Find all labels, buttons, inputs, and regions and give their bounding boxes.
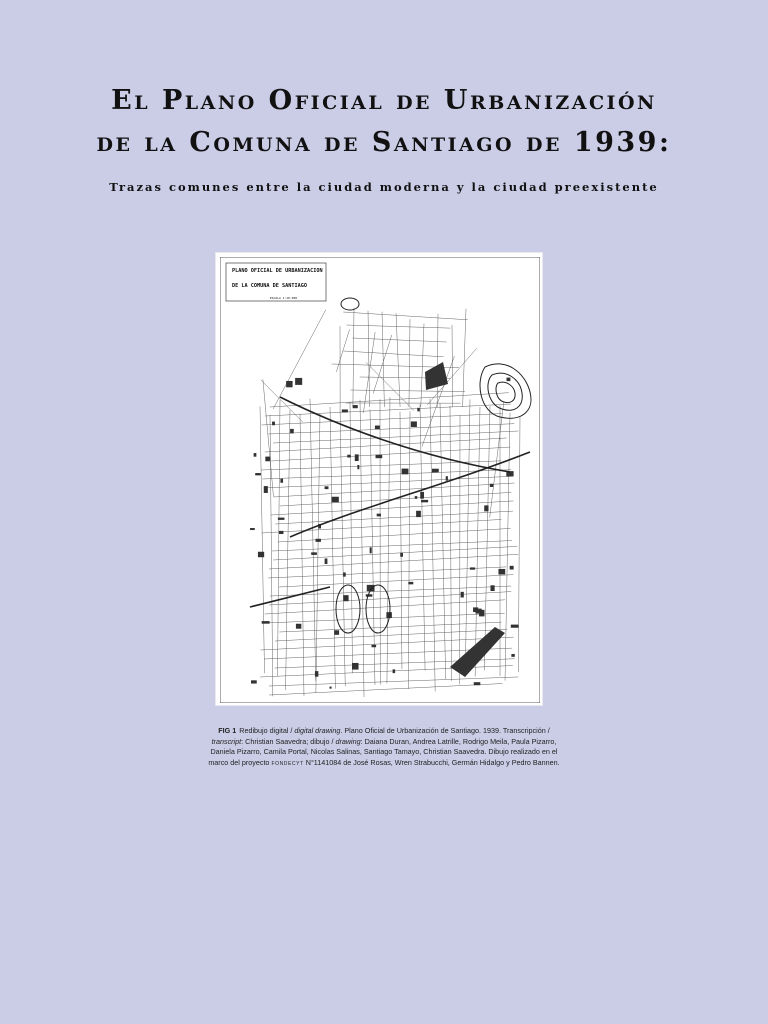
caption-text-italic: digital drawing (294, 726, 341, 735)
caption-text: . Plano Oficial de Urbanización de Santiago. 1939. Transcripción / (340, 726, 550, 735)
caption-text-italic: transcript (211, 736, 242, 746)
title-line-2: de la Comuna de Santiago de 1939: (96, 127, 672, 158)
page-subtitle: Trazas comunes entre la ciudad moderna y la ciudad preexistente (109, 180, 659, 194)
page-title (0, 80, 768, 164)
caption-text-italic: drawing (335, 736, 361, 746)
map-label-line-2: DE LA COMUNA DE SANTIAGO (232, 283, 307, 289)
map-label-line-1: PLANO OFICIAL DE URBANIZACION (232, 268, 323, 274)
city-map-figure (215, 252, 543, 706)
caption-text: : Christian Saavedra; dibujo / (241, 736, 336, 746)
figure-caption (208, 726, 560, 768)
caption-text: : Daiana Duran, Andrea Latrille, Rodrigo Meila, Paula Pizarro, Daniela Pizarro, Camila Portal, Nicolas Salinas, Santiago Tamayo, Christian Saavedra. Dibujo realizado en el marco del proyecto (208, 736, 558, 767)
caption-text-smallcaps: fondecyt (271, 757, 304, 767)
caption-text: N°1141084 de José Rosas, Wren Strabucchi, Germán Hidalgo y Pedro Bannen. (303, 757, 560, 767)
title-line-1: El Plano Oficial de Urbanización (111, 85, 657, 116)
caption-text: Redibujo digital / (239, 726, 295, 735)
city-map-drawing (220, 257, 540, 703)
caption-fig-label: FIG 1 (218, 726, 237, 735)
map-scale-text: ESCALA 1:10.000 (270, 296, 298, 300)
